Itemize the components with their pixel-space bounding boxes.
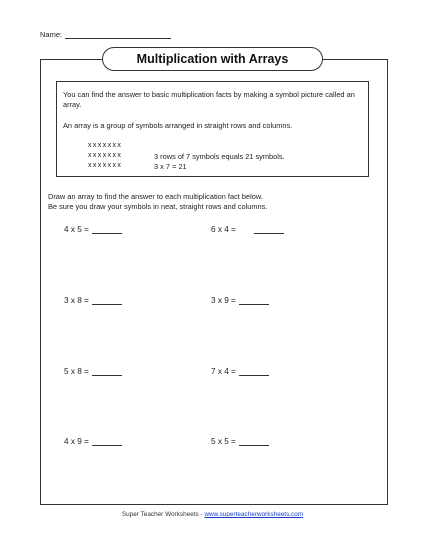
answer-blank[interactable] — [92, 438, 122, 446]
array-symbol-row: xxxxxxx — [88, 142, 123, 149]
answer-blank[interactable] — [92, 297, 122, 305]
answer-blank[interactable] — [239, 297, 269, 305]
example-explanation: 3 rows of 7 symbols equals 21 symbols. — [154, 152, 285, 161]
name-field[interactable] — [40, 30, 171, 39]
array-symbol-row: xxxxxxx — [88, 162, 123, 169]
problem-8 — [211, 437, 269, 446]
problem-equation: 5 x 8 = — [64, 367, 89, 376]
problem-1 — [64, 225, 122, 234]
answer-blank[interactable] — [239, 368, 269, 376]
footer — [0, 511, 425, 518]
intro-paragraph-2: An array is a group of symbols arranged in straight rows and columns. — [63, 121, 293, 130]
problem-equation: 4 x 5 = — [64, 225, 89, 234]
footer-link[interactable]: www.superteacherworksheets.com — [204, 511, 304, 518]
problem-equation: 3 x 9 = — [211, 296, 236, 305]
array-symbol-row: xxxxxxx — [88, 152, 123, 159]
name-label: Name: — [40, 30, 63, 39]
instructions — [48, 192, 378, 212]
page-title — [102, 47, 323, 71]
footer-text: Super Teacher Worksheets - — [121, 511, 205, 518]
problem-equation: 6 x 4 = — [211, 225, 236, 234]
answer-blank[interactable] — [254, 226, 284, 234]
problem-6 — [211, 367, 269, 376]
problem-2 — [211, 225, 284, 234]
instructions-line-1: Draw an array to find the answer to each multiplication fact below. — [48, 192, 263, 201]
intro-paragraph-1: You can find the answer to basic multiplication facts by making a symbol picture called an array. — [63, 90, 355, 109]
problem-equation: 5 x 5 = — [211, 437, 236, 446]
answer-blank[interactable] — [92, 226, 122, 234]
problem-5 — [64, 367, 122, 376]
example-equation: 3 x 7 = 21 — [154, 162, 187, 171]
problem-equation: 3 x 8 = — [64, 296, 89, 305]
problem-equation: 7 x 4 = — [211, 367, 236, 376]
instructions-line-2: Be sure you draw your symbols in neat, straight rows and columns. — [48, 202, 268, 211]
problem-7 — [64, 437, 122, 446]
problem-3 — [64, 296, 122, 305]
problem-4 — [211, 296, 269, 305]
name-blank-line[interactable] — [65, 31, 171, 39]
answer-blank[interactable] — [92, 368, 122, 376]
problem-equation: 4 x 9 = — [64, 437, 89, 446]
page-title-text: Multiplication with Arrays — [136, 52, 289, 66]
answer-blank[interactable] — [239, 438, 269, 446]
